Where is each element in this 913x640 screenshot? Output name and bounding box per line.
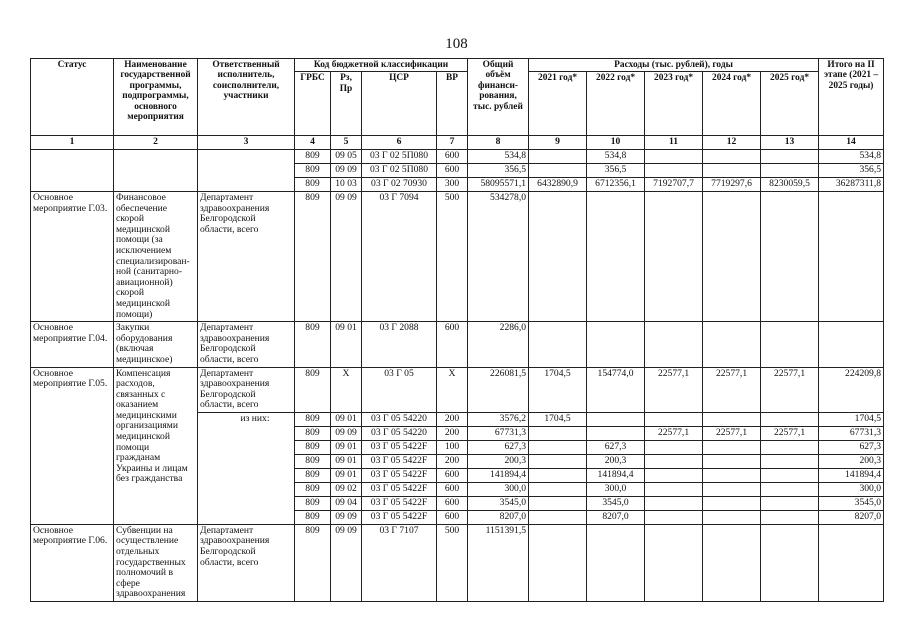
table-header [31,59,884,150]
y2023-cell [645,192,703,322]
y2024-cell [703,192,761,322]
header-2021: 2021 год* [529,72,587,136]
header-grbs: ГРБС [295,72,331,136]
grbs-cell: 809 [295,322,331,367]
y2021-cell [529,150,587,164]
rz-pr-cell: 09 09 [331,192,362,322]
y2023-cell [645,468,703,482]
grbs-cell: 809 [295,150,331,164]
total-cell: 1151391,5 [468,524,529,601]
name-cell: Закупки оборудования (включая медицинское) [114,322,198,367]
header-csr: ЦСР [362,72,437,136]
y2021-cell [529,524,587,601]
responsible-cell: Департамент здравоохранения Белгородской области, всего [198,192,295,322]
header-responsible: Ответственный исполнитель, соисполнители, участники [198,59,295,136]
y2022-cell: 356,5 [587,164,645,178]
rz-pr-cell: 09 02 [331,482,362,496]
csr-cell: 03 Г 05 5422F [362,440,437,454]
y2023-cell: 7192707,7 [645,178,703,192]
sum-cell [819,322,884,367]
y2022-cell [587,426,645,440]
header-total-stage: Итого на II этапе (2021 – 2025 годы) [819,59,884,136]
column-number: 4 [295,136,331,150]
budget-table [30,58,884,602]
total-cell: 627,3 [468,440,529,454]
y2024-cell [703,164,761,178]
y2021-cell [529,440,587,454]
vr-cell: 600 [437,482,468,496]
rz-pr-cell: 09 09 [331,164,362,178]
grbs-cell: 809 [295,454,331,468]
y2024-cell [703,322,761,367]
column-number: 6 [362,136,437,150]
grbs-cell: 809 [295,367,331,412]
y2025-cell [761,510,819,524]
y2024-cell [703,412,761,426]
y2025-cell [761,192,819,322]
y2021-cell [529,192,587,322]
column-number: 13 [761,136,819,150]
y2023-cell [645,164,703,178]
y2024-cell [703,510,761,524]
grbs-cell: 809 [295,440,331,454]
y2022-cell: 3545,0 [587,496,645,510]
y2022-cell: 141894,4 [587,468,645,482]
column-number: 3 [198,136,295,150]
y2023-cell [645,150,703,164]
grbs-cell: 809 [295,192,331,322]
sum-cell [819,192,884,322]
rz-pr-cell: 10 03 [331,178,362,192]
y2024-cell [703,482,761,496]
y2023-cell [645,454,703,468]
name-cell: Финансовое обеспечение скорой медицинской помощи (за исключением специализирован-ной (санитарно-авиационной) скорой медицинской помощи) [114,192,198,322]
vr-cell: Х [437,367,468,412]
y2025-cell [761,454,819,468]
total-cell: 200,3 [468,454,529,468]
csr-cell: 03 Г 05 [362,367,437,412]
sum-cell: 8207,0 [819,510,884,524]
csr-cell: 03 Г 05 5422F [362,482,437,496]
table-body [31,150,884,602]
responsible-cell [198,150,295,192]
total-cell: 300,0 [468,482,529,496]
vr-cell: 100 [437,440,468,454]
sum-cell: 3545,0 [819,496,884,510]
rz-pr-cell: 09 04 [331,496,362,510]
y2021-cell [529,468,587,482]
vr-cell: 200 [437,412,468,426]
y2023-cell [645,412,703,426]
table-row-g03 [31,192,884,322]
y2022-cell [587,192,645,322]
total-cell: 58095571,1 [468,178,529,192]
y2021-cell [529,496,587,510]
y2025-cell [761,496,819,510]
column-number: 2 [114,136,198,150]
responsible-cell: Департамент здравоохранения Белгородской области, всего [198,524,295,601]
table-row-g04 [31,322,884,367]
total-cell: 356,5 [468,164,529,178]
rz-pr-cell: 09 09 [331,426,362,440]
y2022-cell: 8207,0 [587,510,645,524]
y2023-cell [645,440,703,454]
y2024-cell: 22577,1 [703,367,761,412]
column-number: 10 [587,136,645,150]
sum-cell: 356,5 [819,164,884,178]
header-budget-code: Код бюджетной классификации [295,59,468,72]
sum-cell: 534,8 [819,150,884,164]
sum-cell: 141894,4 [819,468,884,482]
y2023-cell [645,524,703,601]
column-numbers-row [31,136,884,150]
csr-cell: 03 Г 05 54220 [362,412,437,426]
table-row-g06 [31,524,884,601]
y2022-cell: 6712356,1 [587,178,645,192]
y2024-cell [703,454,761,468]
y2025-cell: 22577,1 [761,367,819,412]
grbs-cell: 809 [295,524,331,601]
header-rz-pr: Рз, Пр [331,72,362,136]
column-number: 5 [331,136,362,150]
responsible-cell: Департамент здравоохранения Белгородской области, всего [198,322,295,367]
csr-cell: 03 Г 05 5422F [362,468,437,482]
csr-cell: 03 Г 05 5422F [362,454,437,468]
column-number: 9 [529,136,587,150]
y2025-cell [761,468,819,482]
vr-cell: 600 [437,322,468,367]
y2025-cell [761,440,819,454]
responsible-cell: Департамент здравоохранения Белгородской области, всего [198,367,295,412]
page-number: 108 [445,36,468,52]
sum-cell: 67731,3 [819,426,884,440]
total-cell: 141894,4 [468,468,529,482]
y2023-cell [645,510,703,524]
grbs-cell: 809 [295,412,331,426]
name-cell: Субвенции на осуществление отдельных государственных полномочий в сфере здравоохранения [114,524,198,601]
y2025-cell [761,150,819,164]
y2022-cell: 627,3 [587,440,645,454]
table-row [31,150,884,164]
vr-cell: 500 [437,192,468,322]
header-total-volume: Общий объём финанси-рования, тыс. рублей [468,59,529,136]
sum-cell: 36287311,8 [819,178,884,192]
sum-cell: 300,0 [819,482,884,496]
y2025-cell: 22577,1 [761,426,819,440]
y2021-cell [529,510,587,524]
csr-cell: 03 Г 02 5П080 [362,150,437,164]
header-2025: 2025 год* [761,72,819,136]
rz-pr-cell: 09 01 [331,454,362,468]
csr-cell: 03 Г 05 54220 [362,426,437,440]
y2024-cell [703,468,761,482]
total-cell: 226081,5 [468,367,529,412]
y2022-cell [587,322,645,367]
y2025-cell [761,322,819,367]
total-cell: 3576,2 [468,412,529,426]
y2024-cell [703,496,761,510]
total-cell: 534,8 [468,150,529,164]
total-cell: 3545,0 [468,496,529,510]
rz-pr-cell: 09 05 [331,150,362,164]
rz-pr-cell: Х [331,367,362,412]
y2023-cell [645,482,703,496]
grbs-cell: 809 [295,164,331,178]
y2023-cell [645,322,703,367]
y2021-cell: 6432890,9 [529,178,587,192]
vr-cell: 600 [437,510,468,524]
sum-cell: 200,3 [819,454,884,468]
csr-cell: 03 Г 7094 [362,192,437,322]
header-2023: 2023 год* [645,72,703,136]
vr-cell: 300 [437,178,468,192]
status-cell: Основное мероприятие Г.05. [31,367,114,524]
status-cell: Основное мероприятие Г.06. [31,524,114,601]
table-row-g05 [31,367,884,412]
rz-pr-cell: 09 01 [331,322,362,367]
csr-cell: 03 Г 05 5422F [362,496,437,510]
column-number: 8 [468,136,529,150]
csr-cell: 03 Г 02 5П080 [362,164,437,178]
vr-cell: 200 [437,426,468,440]
rz-pr-cell: 09 09 [331,510,362,524]
sum-cell: 224209,8 [819,367,884,412]
column-number: 7 [437,136,468,150]
y2023-cell: 22577,1 [645,367,703,412]
header-name: Наименование государственной программы, подпрограммы, основного мероприятия [114,59,198,136]
grbs-cell: 809 [295,482,331,496]
y2025-cell [761,482,819,496]
column-number: 12 [703,136,761,150]
y2021-cell [529,482,587,496]
y2025-cell [761,412,819,426]
rz-pr-cell: 09 01 [331,412,362,426]
y2022-cell: 200,3 [587,454,645,468]
csr-cell: 03 Г 02 70930 [362,178,437,192]
of-them-label: из них: [198,412,295,524]
total-cell: 67731,3 [468,426,529,440]
name-cell: Компенсация расходов, связанных с оказанием медицинскими организациями медицинской помощи гражданам Украины и лицам без гражданства [114,367,198,524]
y2025-cell [761,164,819,178]
header-expenses: Расходы (тыс. рублей), годы [529,59,819,72]
y2021-cell: 1704,5 [529,367,587,412]
y2022-cell: 534,8 [587,150,645,164]
total-cell: 534278,0 [468,192,529,322]
grbs-cell: 809 [295,468,331,482]
name-cell [114,150,198,192]
status-cell: Основное мероприятие Г.03. [31,192,114,322]
y2024-cell [703,440,761,454]
status-cell [31,150,114,192]
y2022-cell [587,524,645,601]
header-2022: 2022 год* [587,72,645,136]
grbs-cell: 809 [295,426,331,440]
y2022-cell: 300,0 [587,482,645,496]
header-status: Статус [31,59,114,136]
vr-cell: 200 [437,454,468,468]
grbs-cell: 809 [295,496,331,510]
grbs-cell: 809 [295,178,331,192]
header-2024: 2024 год* [703,72,761,136]
y2023-cell [645,496,703,510]
rz-pr-cell: 09 01 [331,440,362,454]
rz-pr-cell: 09 09 [331,524,362,601]
grbs-cell: 809 [295,510,331,524]
total-cell: 8207,0 [468,510,529,524]
y2023-cell: 22577,1 [645,426,703,440]
csr-cell: 03 Г 7107 [362,524,437,601]
total-cell: 2286,0 [468,322,529,367]
y2021-cell [529,454,587,468]
y2025-cell: 8230059,5 [761,178,819,192]
vr-cell: 500 [437,524,468,601]
y2024-cell [703,150,761,164]
y2022-cell [587,412,645,426]
y2021-cell [529,164,587,178]
y2025-cell [761,524,819,601]
y2022-cell: 154774,0 [587,367,645,412]
sum-cell [819,524,884,601]
y2021-cell: 1704,5 [529,412,587,426]
column-number: 11 [645,136,703,150]
rz-pr-cell: 09 01 [331,468,362,482]
y2024-cell: 7719297,6 [703,178,761,192]
y2024-cell: 22577,1 [703,426,761,440]
csr-cell: 03 Г 05 5422F [362,510,437,524]
vr-cell: 600 [437,468,468,482]
status-cell: Основное мероприятие Г.04. [31,322,114,367]
header-vr: ВР [437,72,468,136]
sum-cell: 627,3 [819,440,884,454]
csr-cell: 03 Г 2088 [362,322,437,367]
y2024-cell [703,524,761,601]
vr-cell: 600 [437,496,468,510]
y2021-cell [529,322,587,367]
vr-cell: 600 [437,164,468,178]
vr-cell: 600 [437,150,468,164]
column-number: 14 [819,136,884,150]
column-number: 1 [31,136,114,150]
y2021-cell [529,426,587,440]
sum-cell: 1704,5 [819,412,884,426]
